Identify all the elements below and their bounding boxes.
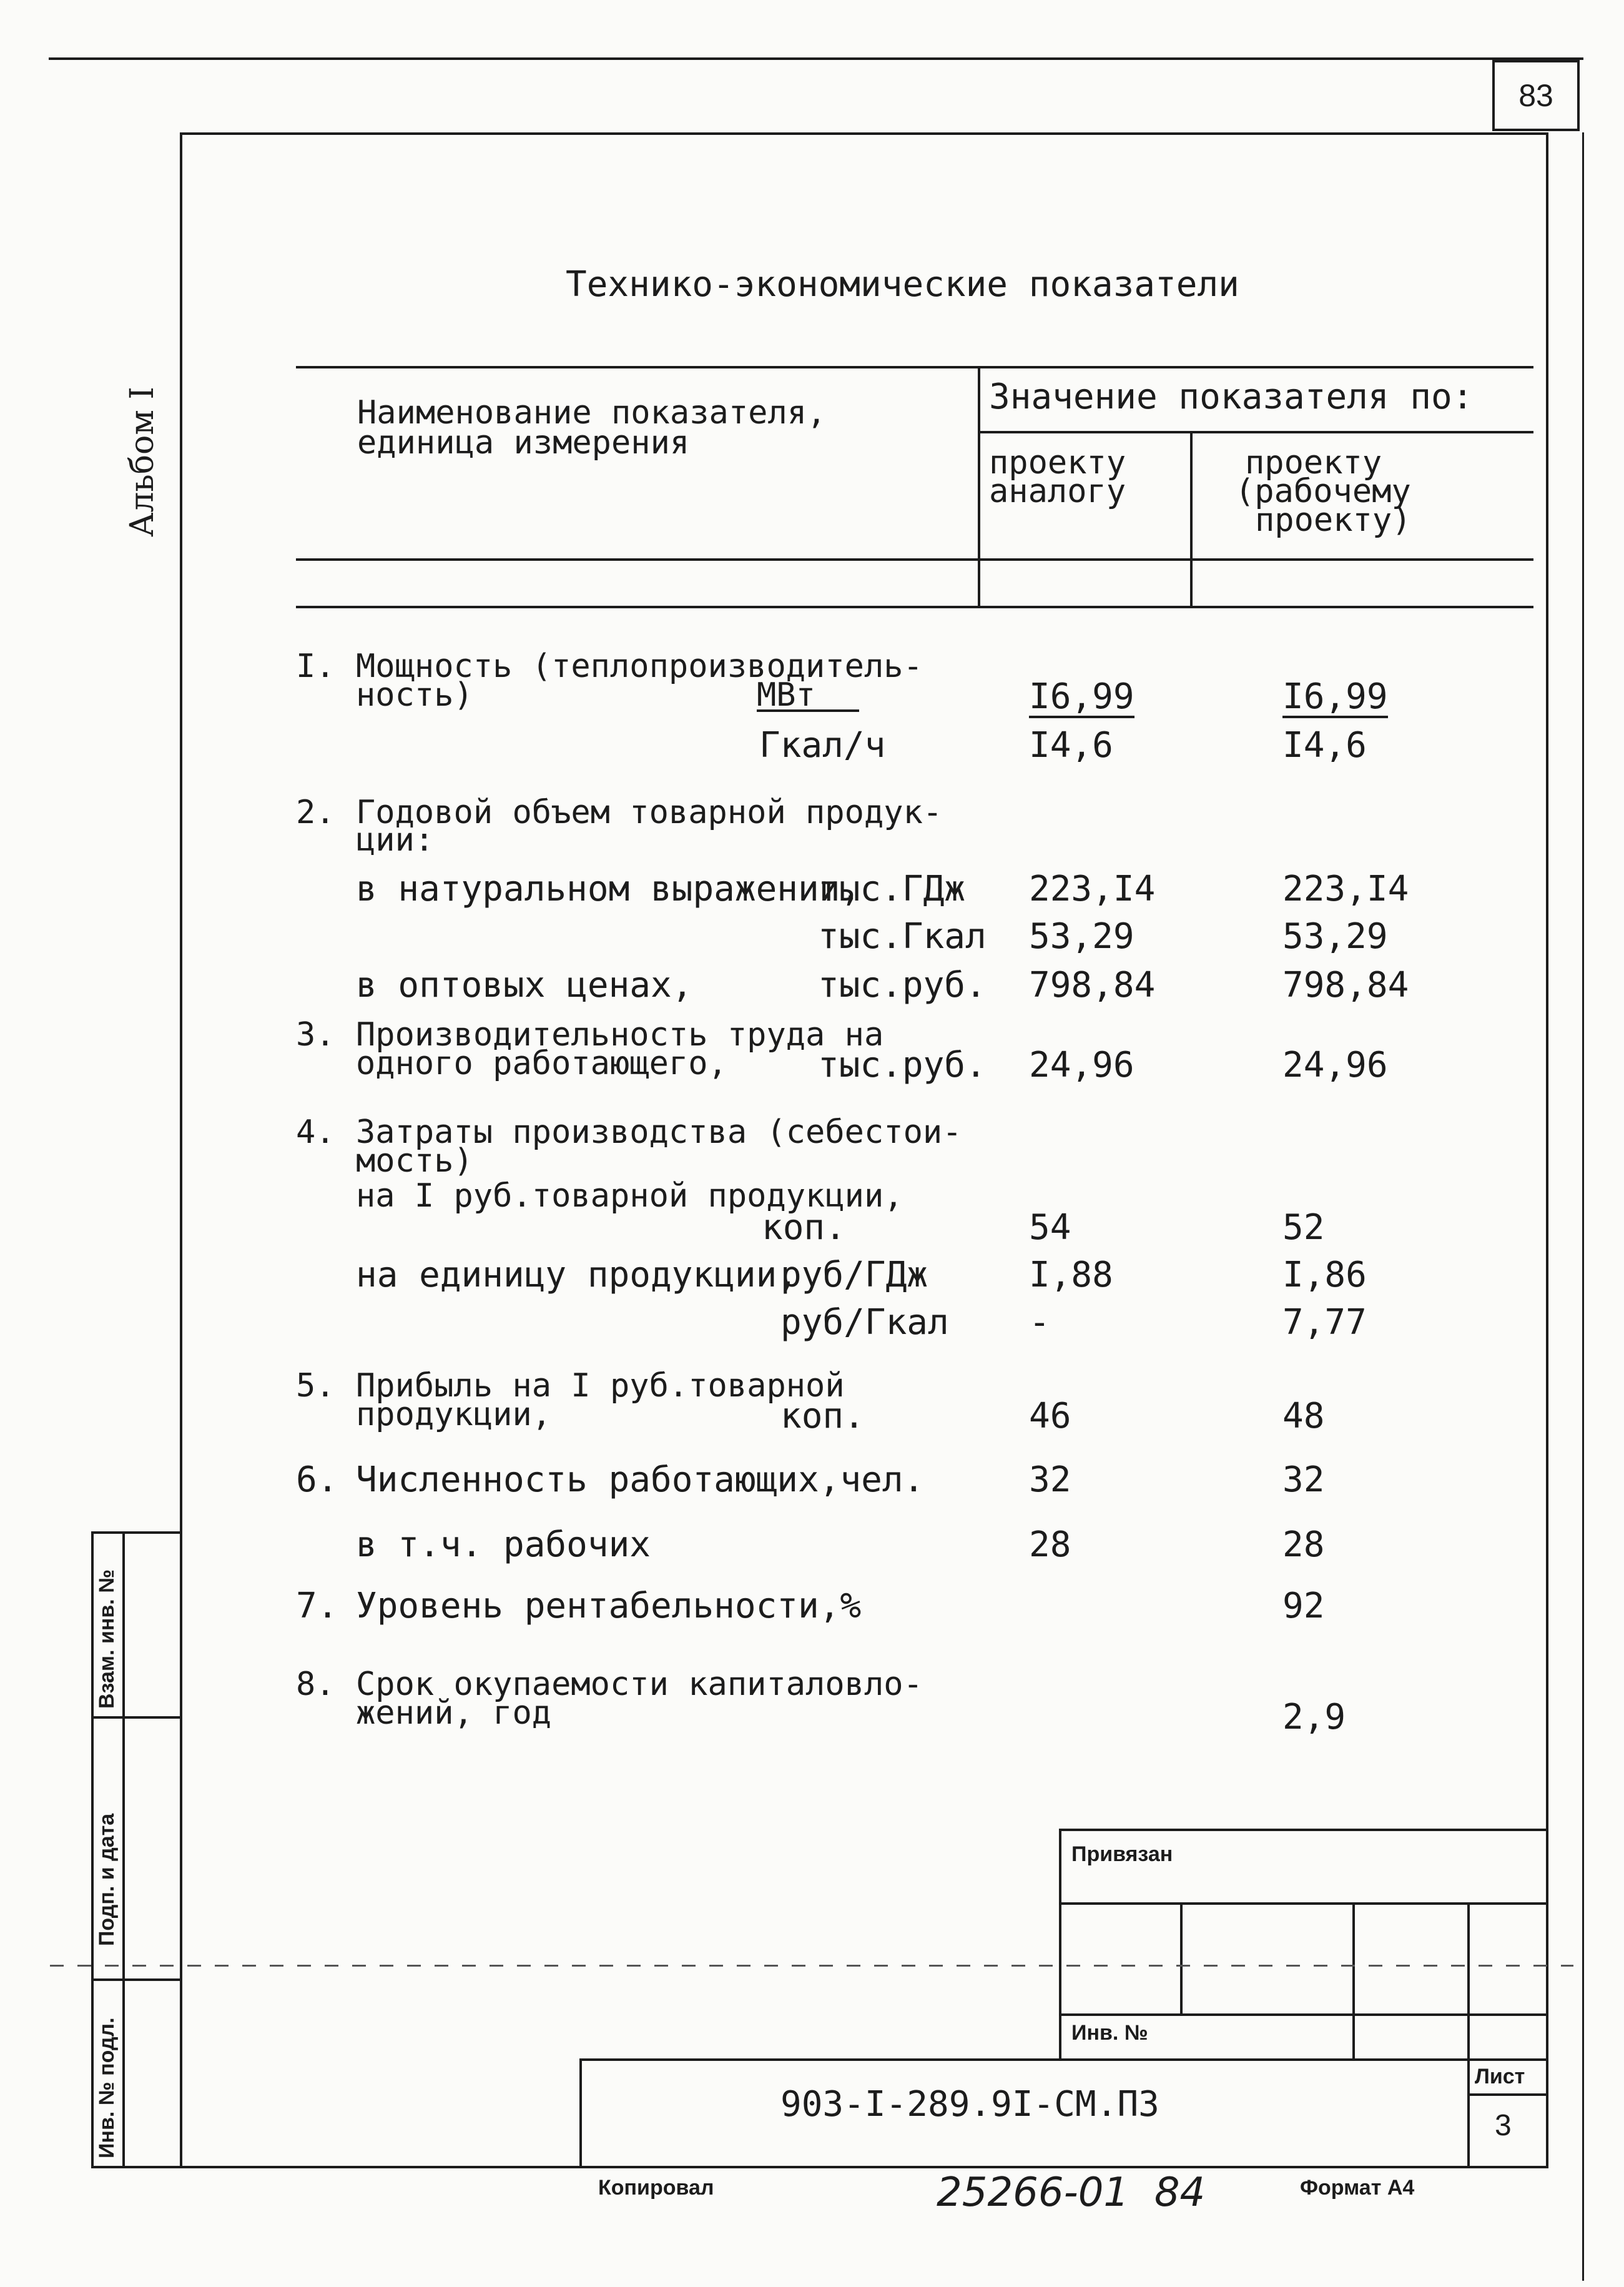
row2-sub3-label: в оптовых ценах, — [356, 965, 693, 1005]
row5-label-line2: продукции, — [356, 1396, 552, 1433]
row4-sub2-analog: I,88 — [1029, 1255, 1113, 1295]
row4-sub3-analog: - — [1029, 1302, 1050, 1343]
col-working-header-line3: проекту) — [1255, 501, 1412, 539]
row2-sub1-working: 223,I4 — [1282, 869, 1409, 909]
row3-label-line1: Производительность труда на — [356, 1016, 884, 1054]
row6-sub1-label: в т.ч. рабочих — [356, 1524, 651, 1565]
stamp-inv-no: Инв. № — [1071, 2021, 1148, 2045]
row5-analog: 46 — [1029, 1396, 1071, 1436]
doc-code: 903-I-289.9I-CM.ПЗ — [780, 2084, 1159, 2125]
top-rule — [49, 57, 1583, 60]
sheet-cell-left — [1467, 2058, 1470, 2168]
row2-sub2-unit: тыс.Гкал — [818, 916, 987, 957]
row4-label-line2: мость) — [356, 1142, 473, 1180]
fold-line-dashes — [50, 1965, 1573, 1967]
side-label-podp: Подп. и дата — [95, 1813, 119, 1946]
row3-analog: 24,96 — [1029, 1045, 1134, 1085]
frame-right — [1546, 132, 1548, 2168]
side-strip-rule-1 — [91, 1716, 182, 1719]
row7-num: 7. — [296, 1586, 338, 1626]
row4-sub2-working: I,86 — [1282, 1255, 1367, 1295]
sheet-cell-divider — [1467, 2093, 1548, 2096]
page-number: 83 — [1518, 78, 1553, 113]
row5-num: 5. — [296, 1367, 335, 1405]
stamp-col-3 — [1467, 1902, 1470, 2061]
album-label: Альбом I — [124, 387, 161, 537]
row4-sub3-working: 7,77 — [1282, 1302, 1367, 1343]
table-numbering-rule — [296, 606, 1533, 608]
table-header-bottom-rule — [296, 558, 1533, 561]
table-top-rule — [296, 366, 1533, 368]
row8-label-line1: Срок окупаемости капиталовло- — [356, 1666, 923, 1703]
row4-num: 4. — [296, 1114, 335, 1151]
row1-unit2: Гкал/ч — [759, 725, 886, 766]
outer-right-edge — [1582, 132, 1584, 2281]
row1-analog2: I4,6 — [1029, 725, 1113, 766]
stamp-rule-1 — [1059, 1902, 1548, 1905]
frame-bottom — [91, 2166, 1548, 2168]
row1-working1: I6,99 — [1282, 676, 1388, 717]
row3-label-line2: одного работающего, — [356, 1045, 727, 1082]
row2-sub3-analog: 798,84 — [1029, 965, 1156, 1005]
frame-top — [181, 132, 1548, 135]
row4-sub1-unit: коп. — [762, 1207, 846, 1248]
row4-sub1-analog: 54 — [1029, 1207, 1071, 1248]
row4-sub1-label: на I руб.товарной продукции, — [356, 1177, 903, 1215]
row1-unit1: МВт — [757, 681, 859, 712]
row5-unit: коп. — [780, 1396, 865, 1436]
row4-label-line1: Затраты производства (себестои- — [356, 1114, 962, 1151]
row3-num: 3. — [296, 1016, 335, 1054]
sheet-number: 3 — [1495, 2109, 1512, 2142]
row4-sub3-unit: руб/Гкал — [780, 1302, 949, 1343]
row1-working2: I4,6 — [1282, 725, 1367, 766]
row6-analog: 32 — [1029, 1460, 1071, 1500]
row6-label: Численность работающих,чел. — [356, 1460, 925, 1500]
row2-num: 2. — [296, 794, 335, 831]
col-name-header-line2: единица измерения — [357, 424, 690, 462]
footer-handwritten: 25266-01 84 — [937, 2170, 1206, 2216]
stamp-privyazan: Привязан — [1071, 1842, 1173, 1866]
row2-label-line1: Годовой объем товарной продук- — [356, 794, 943, 831]
col-name-header-line1: Наименование показателя, — [357, 394, 827, 432]
side-strip-top — [91, 1531, 182, 1534]
row2-sub3-unit: тыс.руб. — [818, 965, 987, 1005]
col-analog-header-line1: проекту — [989, 444, 1126, 482]
row1-num: I. — [296, 648, 335, 685]
stamp-top — [1059, 1829, 1548, 1831]
row1-label-line1: Мощность (теплопроизводитель- — [356, 648, 923, 685]
row4-sub2-unit: руб/ГДж — [780, 1255, 928, 1295]
row2-sub2-analog: 53,29 — [1029, 916, 1134, 957]
frame-left — [180, 132, 182, 2168]
row6-num: 6. — [296, 1460, 338, 1500]
footer-format: Формат А4 — [1300, 2176, 1415, 2200]
table-mid-rule — [979, 431, 1533, 433]
stamp-col-1 — [1180, 1902, 1183, 2013]
row6-sub1-working: 28 — [1282, 1524, 1325, 1565]
table-col-divider-2 — [1190, 431, 1193, 607]
row2-sub3-working: 798,84 — [1282, 965, 1409, 1005]
col-value-header: Значение показателя по: — [989, 377, 1474, 417]
table-col-divider-1 — [978, 366, 980, 607]
col-working-header-line1: проекту — [1245, 444, 1382, 482]
row6-working: 32 — [1282, 1460, 1325, 1500]
row2-sub1-unit: тыс.ГДж — [818, 869, 966, 909]
row7-label: Уровень рентабельности,% — [356, 1586, 862, 1626]
col-working-header-line2: (рабочему — [1235, 473, 1411, 510]
row3-working: 24,96 — [1282, 1045, 1388, 1085]
stamp-left — [1059, 1829, 1061, 2061]
side-label-inv-podl: Инв. № подл. — [95, 2017, 119, 2158]
row6-sub1-analog: 28 — [1029, 1524, 1071, 1565]
stamp-rule-2 — [1059, 2013, 1548, 2016]
footer-kopiroval: Копировал — [598, 2176, 714, 2200]
side-strip-rule-2 — [91, 1978, 182, 1981]
row2-sub1-label: в натуральном выражении, — [356, 869, 862, 909]
code-block-top — [579, 2058, 1548, 2061]
page-title: Технико-экономические показатели — [566, 264, 1239, 305]
row3-unit: тыс.руб. — [818, 1045, 987, 1085]
row7-working: 92 — [1282, 1586, 1325, 1626]
side-strip-outer — [91, 1531, 94, 2168]
row8-working: 2,9 — [1282, 1697, 1346, 1737]
row2-sub1-analog: 223,I4 — [1029, 869, 1156, 909]
row5-working: 48 — [1282, 1396, 1325, 1436]
row1-analog1: I6,99 — [1029, 676, 1134, 717]
page-number-box — [1492, 60, 1580, 131]
row1-label-line2: ность) — [356, 676, 473, 714]
side-strip-inner — [122, 1531, 125, 2168]
row8-label-line2: жений, год — [356, 1694, 552, 1732]
row2-label-line2: ции: — [356, 821, 435, 859]
row4-sub1-working: 52 — [1282, 1207, 1325, 1248]
sheet-label: Лист — [1475, 2065, 1525, 2088]
code-block-left — [579, 2058, 582, 2168]
side-label-vzam: Взам. инв. № — [95, 1569, 119, 1709]
row8-num: 8. — [296, 1666, 335, 1703]
row4-sub2-label: на единицу продукции, — [356, 1255, 799, 1295]
row2-sub2-working: 53,29 — [1282, 916, 1388, 957]
stamp-col-2 — [1352, 1902, 1355, 2061]
col-analog-header-line2: аналогу — [989, 473, 1126, 510]
row5-label-line1: Прибыль на I руб.товарной — [356, 1367, 845, 1405]
